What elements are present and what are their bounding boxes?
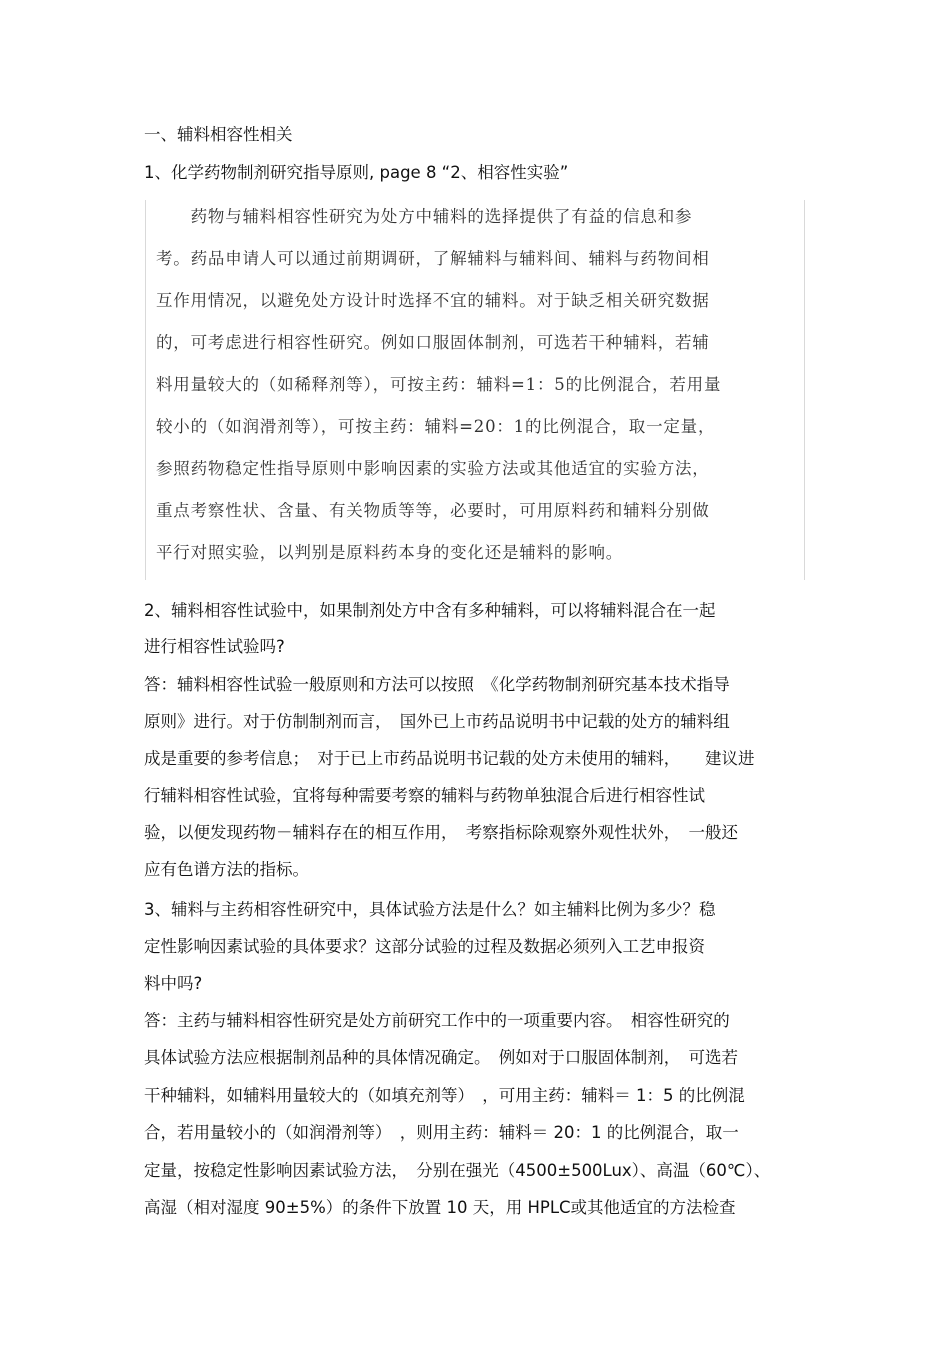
question-1: 1、化学药物制剂研究指导原则, page 8 “2、相容性实验” [144,163,569,182]
body-line: 进行相容性试验吗? [144,637,285,656]
quote-line: 考。药品申请人可以通过前期调研，了解辅料与辅料间、辅料与药物间相 [156,249,710,268]
body-line: 料中吗? [144,974,203,993]
quote-line: 重点考察性状、含量、有关物质等等，必要时，可用原料药和辅料分别做 [156,501,710,520]
quote-line: 平行对照实验，以判别是原料药本身的变化还是辅料的影响。 [156,543,624,562]
body-line: 定性影响因素试验的具体要求？这部分试验的过程及数据必须列入工艺申报资 [144,937,705,956]
quoted-excerpt-image [145,200,805,580]
body-line: 合，若用量较小的（如润滑剂等） ，则用主药：辅料＝ 20：1 的比例混合，取一 [144,1123,739,1142]
quote-line: 参照药物稳定性指导原则中影响因素的实验方法或其他适宜的实验方法， [156,459,710,478]
body-line: 答：主药与辅料相容性研究是处方前研究工作中的一项重要内容。 相容性研究的 [144,1011,730,1030]
body-line: 定量，按稳定性影响因素试验方法， 分别在强光（4500±500Lux）、高温（60℃）、 [144,1161,771,1180]
body-line: 答：辅料相容性试验一般原则和方法可以按照 《化学药物制剂研究基本技术指导 [144,675,730,694]
quote-line: 药物与辅料相容性研究为处方中辅料的选择提供了有益的信息和参 [156,207,693,226]
quote-line: 较小的（如润滑剂等），可按主药：辅料=20：1的比例混合，取一定量， [156,417,716,436]
body-line: 原则》进行。对于仿制制剂而言， 国外已上市药品说明书中记载的处方的辅料组 [144,712,730,731]
body-line: 具体试验方法应根据制剂品种的具体情况确定。 例如对于口服固体制剂， 可选若 [144,1048,738,1067]
body-line: 高湿（相对湿度 90±5%）的条件下放置 10 天，用 HPLC或其他适宜的方法检查 [144,1198,736,1217]
body-line: 3、辅料与主药相容性研究中，具体试验方法是什么？如主辅料比例为多少？稳 [144,900,716,919]
body-line: 验，以便发现药物－辅料存在的相互作用， 考察指标除观察外观性状外， 一般还 [144,823,738,842]
body-line: 2、辅料相容性试验中，如果制剂处方中含有多种辅料，可以将辅料混合在一起 [144,601,716,620]
quote-line: 互作用情况，以避免处方设计时选择不宜的辅料。对于缺乏相关研究数据 [156,291,710,310]
section-heading: 一、辅料相容性相关 [144,125,293,144]
body-line: 应有色谱方法的指标。 [144,860,309,879]
body-line: 干种辅料，如辅料用量较大的（如填充剂等） ，可用主药：辅料＝ 1：5 的比例混 [144,1086,745,1105]
quote-line: 的，可考虑进行相容性研究。例如口服固体制剂，可选若干种辅料，若辅 [156,333,710,352]
body-line: 行辅料相容性试验，宜将每种需要考察的辅料与药物单独混合后进行相容性试 [144,786,705,805]
body-line: 成是重要的参考信息； 对于已上市药品说明书记载的处方未使用的辅料， 建议进 [144,749,755,768]
quote-line: 料用量较大的（如稀释剂等），可按主药：辅料=1：5的比例混合，若用量 [156,375,722,394]
